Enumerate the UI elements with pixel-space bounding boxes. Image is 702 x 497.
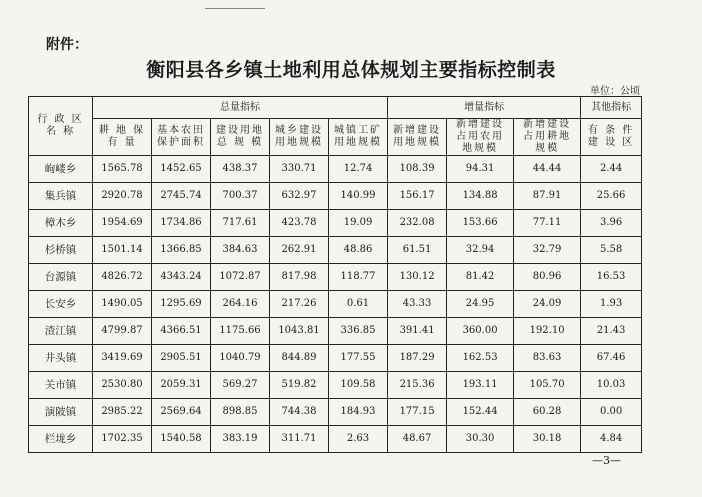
value-cell: 12.74: [329, 156, 388, 183]
value-cell: 1295.69: [152, 291, 211, 318]
value-cell: 10.03: [581, 372, 642, 399]
header-col: 建设用地总 规 模: [211, 119, 270, 156]
value-cell: 77.11: [514, 210, 581, 237]
value-cell: 700.37: [211, 183, 270, 210]
town-name-cell: 杉桥镇: [29, 237, 93, 264]
value-cell: 262.91: [270, 237, 329, 264]
header-col: 新增建设占用农用地规模: [447, 119, 514, 156]
table-row: [29, 372, 642, 399]
value-cell: 134.88: [447, 183, 514, 210]
value-cell: 83.63: [514, 345, 581, 372]
value-cell: 184.93: [329, 399, 388, 426]
value-cell: 153.66: [447, 210, 514, 237]
town-name-cell: 关市镇: [29, 372, 93, 399]
value-cell: 1490.05: [93, 291, 152, 318]
value-cell: 1565.78: [93, 156, 152, 183]
value-cell: 152.44: [447, 399, 514, 426]
town-name-cell: 樟木乡: [29, 210, 93, 237]
value-cell: 4.84: [581, 426, 642, 453]
value-cell: 844.89: [270, 345, 329, 372]
town-name-cell: 集兵镇: [29, 183, 93, 210]
value-cell: 2905.51: [152, 345, 211, 372]
value-cell: 1040.79: [211, 345, 270, 372]
value-cell: 118.77: [329, 264, 388, 291]
value-cell: 16.53: [581, 264, 642, 291]
value-cell: 4826.72: [93, 264, 152, 291]
attachment-label: 附件：: [46, 37, 88, 53]
value-cell: 81.42: [447, 264, 514, 291]
table-body: [29, 156, 642, 453]
header-col: 新增建设用地规模: [388, 119, 447, 156]
value-cell: 21.43: [581, 318, 642, 345]
value-cell: 1702.35: [93, 426, 152, 453]
value-cell: 25.66: [581, 183, 642, 210]
value-cell: 67.46: [581, 345, 642, 372]
value-cell: 2985.22: [93, 399, 152, 426]
header-group-total: 总量指标: [93, 97, 388, 119]
value-cell: 1734.86: [152, 210, 211, 237]
value-cell: 32.79: [514, 237, 581, 264]
value-cell: 105.70: [514, 372, 581, 399]
value-cell: 391.41: [388, 318, 447, 345]
value-cell: 4343.24: [152, 264, 211, 291]
page-number: —3—: [592, 454, 621, 467]
value-cell: 2569.64: [152, 399, 211, 426]
header-col: 城镇工矿用地规模: [329, 119, 388, 156]
value-cell: 1452.65: [152, 156, 211, 183]
value-cell: 2059.31: [152, 372, 211, 399]
document-title: 衡阳县各乡镇土地利用总体规划主要指标控制表: [146, 59, 556, 81]
town-name-cell: 岣嵝乡: [29, 156, 93, 183]
header-col: 新增建设占用耕地规模: [514, 119, 581, 156]
value-cell: 94.31: [447, 156, 514, 183]
value-cell: 177.15: [388, 399, 447, 426]
town-name-cell: 渣江镇: [29, 318, 93, 345]
value-cell: 3.96: [581, 210, 642, 237]
header-col: 有 条 件 建 设 区: [581, 119, 642, 156]
value-cell: 0.61: [329, 291, 388, 318]
value-cell: 1954.69: [93, 210, 152, 237]
value-cell: 2.44: [581, 156, 642, 183]
table-row: [29, 210, 642, 237]
value-cell: 1043.81: [270, 318, 329, 345]
value-cell: 130.12: [388, 264, 447, 291]
value-cell: 311.71: [270, 426, 329, 453]
value-cell: 177.55: [329, 345, 388, 372]
value-cell: 2745.74: [152, 183, 211, 210]
header-col: 耕 地 保 有 量: [93, 119, 152, 156]
value-cell: 1540.58: [152, 426, 211, 453]
value-cell: 43.33: [388, 291, 447, 318]
value-cell: 48.86: [329, 237, 388, 264]
value-cell: 1072.87: [211, 264, 270, 291]
top-rule: [205, 8, 265, 9]
table-row: [29, 345, 642, 372]
value-cell: 44.44: [514, 156, 581, 183]
value-cell: 156.17: [388, 183, 447, 210]
value-cell: 48.67: [388, 426, 447, 453]
header-group-other: 其他指标: [581, 97, 642, 119]
value-cell: 569.27: [211, 372, 270, 399]
town-name-cell: 井头镇: [29, 345, 93, 372]
value-cell: 384.63: [211, 237, 270, 264]
value-cell: 108.39: [388, 156, 447, 183]
value-cell: 744.38: [270, 399, 329, 426]
value-cell: 2920.78: [93, 183, 152, 210]
value-cell: 817.98: [270, 264, 329, 291]
indicator-table: [28, 96, 642, 453]
value-cell: 898.85: [211, 399, 270, 426]
value-cell: 330.71: [270, 156, 329, 183]
table-row: [29, 399, 642, 426]
value-cell: 61.51: [388, 237, 447, 264]
value-cell: 32.94: [447, 237, 514, 264]
table-row: [29, 291, 642, 318]
value-cell: 717.61: [211, 210, 270, 237]
table-row: [29, 318, 642, 345]
value-cell: 80.96: [514, 264, 581, 291]
value-cell: 4366.51: [152, 318, 211, 345]
header-admin-name: 行 政 区 名 称: [29, 97, 93, 156]
table-row: [29, 156, 642, 183]
value-cell: 24.95: [447, 291, 514, 318]
town-name-cell: 长安乡: [29, 291, 93, 318]
value-cell: 193.11: [447, 372, 514, 399]
value-cell: 5.58: [581, 237, 642, 264]
value-cell: 438.37: [211, 156, 270, 183]
town-name-cell: 台源镇: [29, 264, 93, 291]
value-cell: 1175.66: [211, 318, 270, 345]
value-cell: 1366.85: [152, 237, 211, 264]
value-cell: 215.36: [388, 372, 447, 399]
value-cell: 162.53: [447, 345, 514, 372]
value-cell: 187.29: [388, 345, 447, 372]
table-row: [29, 264, 642, 291]
value-cell: 60.28: [514, 399, 581, 426]
value-cell: 0.00: [581, 399, 642, 426]
value-cell: 24.09: [514, 291, 581, 318]
town-name-cell: 栏垅乡: [29, 426, 93, 453]
value-cell: 632.97: [270, 183, 329, 210]
value-cell: 1501.14: [93, 237, 152, 264]
value-cell: 87.91: [514, 183, 581, 210]
value-cell: 383.19: [211, 426, 270, 453]
value-cell: 217.26: [270, 291, 329, 318]
town-name-cell: 演陂镇: [29, 399, 93, 426]
header-col: 城乡建设用地规模: [270, 119, 329, 156]
value-cell: 140.99: [329, 183, 388, 210]
value-cell: 2.63: [329, 426, 388, 453]
value-cell: 519.82: [270, 372, 329, 399]
value-cell: 264.16: [211, 291, 270, 318]
value-cell: 192.10: [514, 318, 581, 345]
value-cell: 4799.87: [93, 318, 152, 345]
table-row: [29, 426, 642, 453]
value-cell: 2530.80: [93, 372, 152, 399]
value-cell: 109.58: [329, 372, 388, 399]
header-col: 基本农田保护面积: [152, 119, 211, 156]
value-cell: 19.09: [329, 210, 388, 237]
table-row: [29, 237, 642, 264]
value-cell: 3419.69: [93, 345, 152, 372]
value-cell: 336.85: [329, 318, 388, 345]
value-cell: 423.78: [270, 210, 329, 237]
value-cell: 232.08: [388, 210, 447, 237]
value-cell: 360.00: [447, 318, 514, 345]
value-cell: 30.18: [514, 426, 581, 453]
table-row: [29, 183, 642, 210]
value-cell: 1.93: [581, 291, 642, 318]
header-group-increment: 增量指标: [388, 97, 581, 119]
unit-label: 单位：公顷: [590, 86, 640, 97]
value-cell: 30.30: [447, 426, 514, 453]
